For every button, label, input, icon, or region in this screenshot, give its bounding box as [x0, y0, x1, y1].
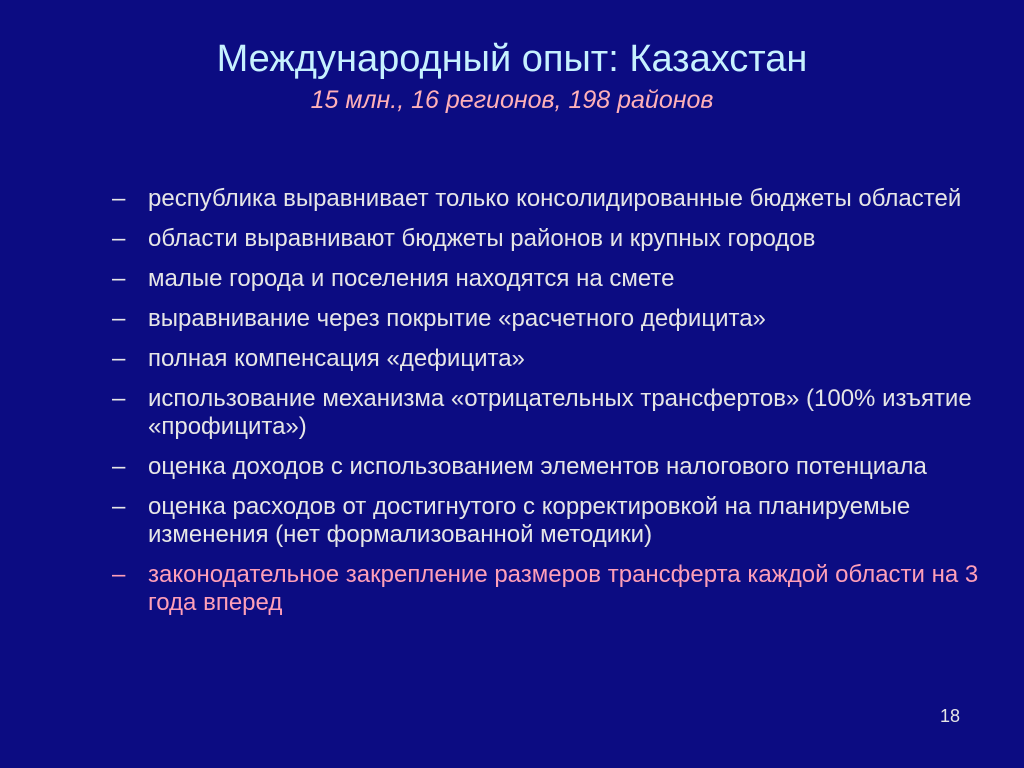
page-number: 18: [939, 706, 960, 726]
bullet-text: выравнивание через покрытие «расчетного дефицита»: [148, 305, 766, 332]
bullet-item: [112, 305, 982, 333]
bullet-dash: –: [112, 561, 126, 588]
bullet-list: [112, 185, 982, 629]
bullet-text: использование механизма «отрицательных трансфертов» (100% изъятие «профицита»): [148, 385, 972, 440]
bullet-text: законодательное закрепление размеров трансферта каждой области на 3 года вперед: [148, 561, 979, 616]
bullet-text: малые города и поселения находятся на смете: [148, 265, 675, 292]
bullet-item: [112, 265, 982, 293]
bullet-item: [112, 185, 982, 213]
bullet-item: [112, 385, 982, 441]
bullet-item: [112, 493, 982, 549]
slide-subtitle: 15 млн., 16 регионов, 198 районов: [310, 86, 714, 114]
bullet-text: полная компенсация «дефицита»: [148, 345, 525, 372]
bullet-item: [112, 345, 982, 373]
bullet-item: [112, 453, 982, 481]
bullet-dash: –: [112, 305, 126, 332]
bullet-item: [112, 225, 982, 253]
bullet-dash: –: [112, 493, 126, 520]
bullet-text: республика выравнивает только консолидированные бюджеты областей: [148, 185, 962, 212]
bullet-dash: –: [112, 185, 126, 212]
bullet-dash: –: [112, 385, 126, 412]
bullet-item-highlight: [112, 561, 982, 617]
bullet-dash: –: [112, 265, 126, 292]
bullet-dash: –: [112, 225, 126, 252]
slide-title: Международный опыт: Казахстан: [216, 38, 808, 80]
bullet-text: оценка расходов от достигнутого с корректировкой на планируемые изменения (нет формализованной методики): [148, 493, 911, 548]
bullet-dash: –: [112, 345, 126, 372]
bullet-text: области выравнивают бюджеты районов и крупных городов: [148, 225, 816, 252]
bullet-dash: –: [112, 453, 126, 480]
bullet-text: оценка доходов с использованием элементов налогового потенциала: [148, 453, 927, 480]
